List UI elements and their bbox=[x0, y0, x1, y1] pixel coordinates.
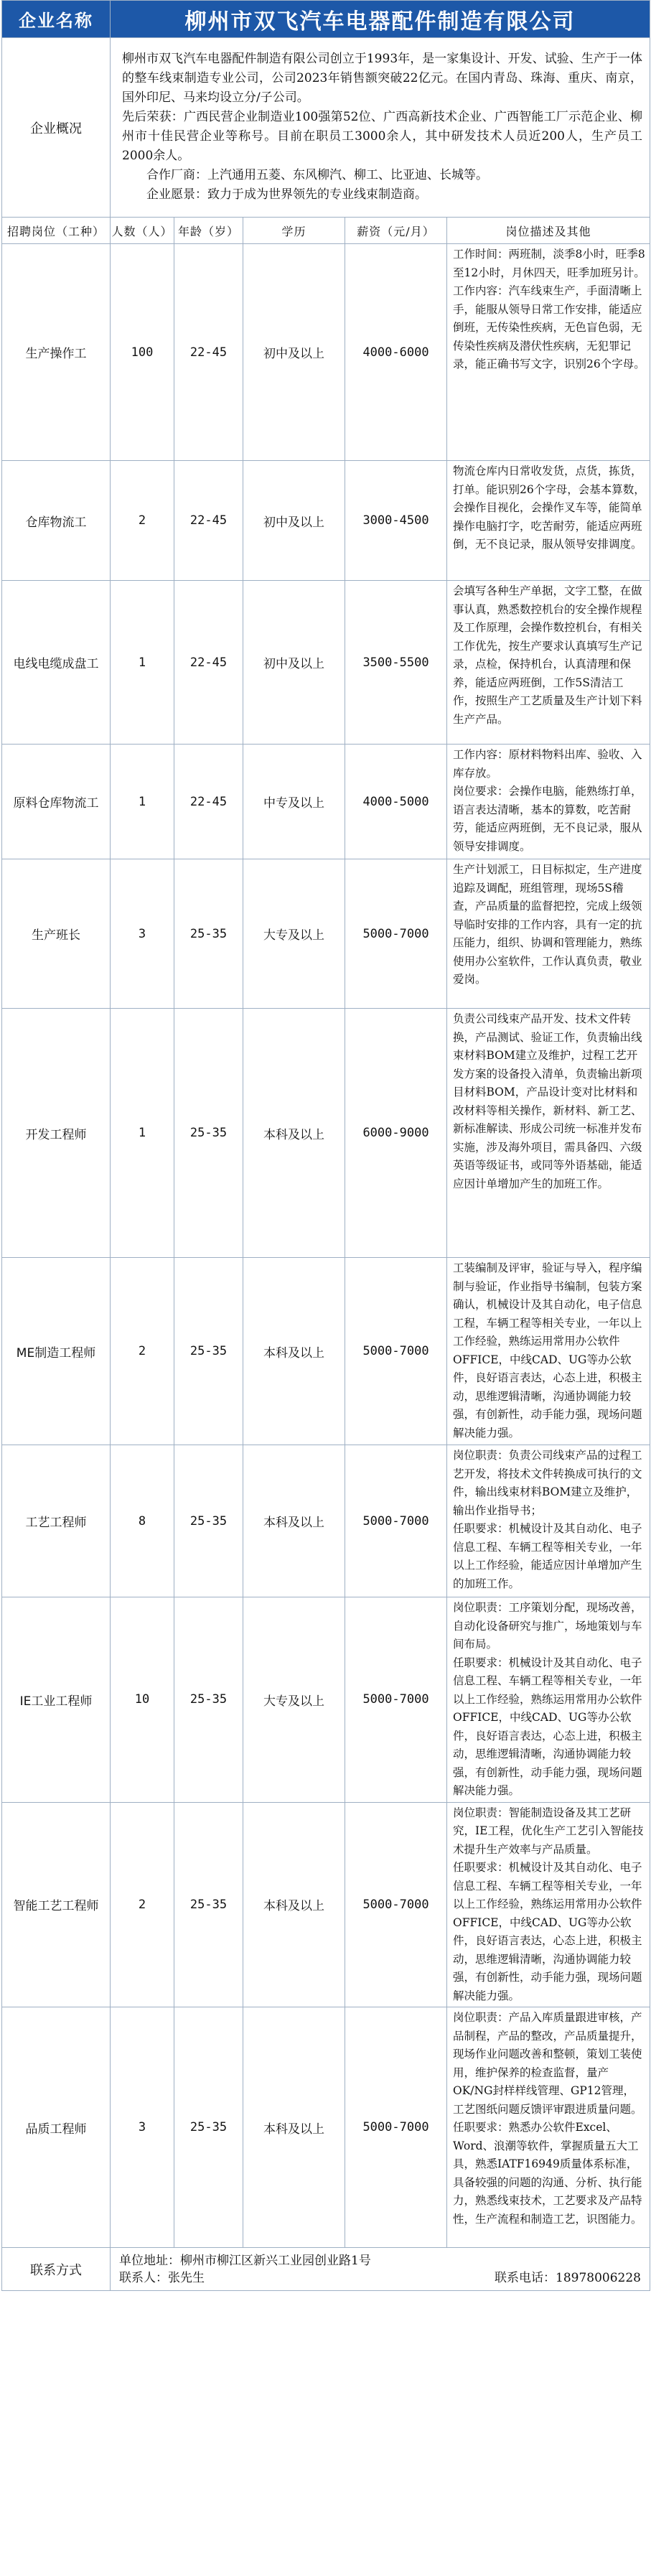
job-description bbox=[447, 1802, 650, 2007]
header-row bbox=[2, 1, 650, 38]
job-row bbox=[2, 1009, 650, 1258]
job-education: 初中及以上 bbox=[243, 244, 345, 461]
job-title: 智能工艺工程师 bbox=[2, 1802, 111, 2007]
column-header-age: 年龄（岁） bbox=[174, 218, 243, 244]
overview-paragraph: 先后荣获：广西民营企业制造业100强第52位、广西高新技术企业、广西智能工厂示范企业、柳州市十佳民营企业等称号。目前在职员工3000余人，其中研发技术人员近200人，生产员工2000余人。 bbox=[122, 109, 642, 163]
job-salary: 6000-9000 bbox=[345, 1009, 447, 1258]
job-age-range: 25-35 bbox=[174, 1258, 243, 1445]
job-row bbox=[2, 2007, 650, 2248]
job-age-range: 25-35 bbox=[174, 859, 243, 1009]
job-title: 品质工程师 bbox=[2, 2007, 111, 2248]
job-salary: 4000-6000 bbox=[345, 244, 447, 461]
overview-paragraph: 柳州市双飞汽车电器配件制造有限公司创立于1993年，是一家集设计、开发、试验、生产于一体的整车线束制造专业公司，公司2023年销售额突破22亿元。在国内青岛、珠海、重庆、南京，国外印尼、马来均设立分/子公司。 bbox=[122, 51, 642, 105]
job-description-paragraph: 岗位职责：负责公司线束产品的过程工艺开发，将技术文件转换成可执行的文件，输出线束材料BOM建立及维护，输出作业指导书； bbox=[453, 1449, 642, 1517]
overview-row bbox=[2, 38, 650, 218]
job-row bbox=[2, 1445, 650, 1597]
job-title: 电线电缆成盘工 bbox=[2, 581, 111, 745]
job-description-paragraph: 任职要求：机械设计及其自动化、电子信息工程、车辆工程等相关专业，一年以上工作经验，能适应因计单增加产生的加班工作。 bbox=[453, 1522, 642, 1590]
column-header-salary: 薪资（元/月） bbox=[345, 218, 447, 244]
job-description bbox=[447, 859, 650, 1009]
column-header-title: 招聘岗位（工种） bbox=[2, 218, 111, 244]
job-title: ME制造工程师 bbox=[2, 1258, 111, 1445]
job-description bbox=[447, 2007, 650, 2248]
job-salary: 3500-5500 bbox=[345, 581, 447, 745]
job-row bbox=[2, 461, 650, 581]
job-description-paragraph: 物流仓库内日常收发货，点货，拣货，打单。能识别26个字母，会基本算数，会操作目视化，会操作叉车等，能简单操作电脑打字，吃苦耐劳，能适应两班倒，无不良记录，服从领导安排调度。 bbox=[453, 465, 645, 551]
job-row bbox=[2, 1258, 650, 1445]
job-age-range: 22-45 bbox=[174, 581, 243, 745]
overview-paragraph: 企业愿景：致力于成为世界领先的专业线束制造商。 bbox=[146, 187, 427, 202]
job-salary: 5000-7000 bbox=[345, 1445, 447, 1597]
job-description bbox=[447, 745, 650, 859]
job-description bbox=[447, 1009, 650, 1258]
job-title: 生产操作工 bbox=[2, 244, 111, 461]
job-row bbox=[2, 745, 650, 859]
contact-line bbox=[119, 2269, 641, 2287]
job-age-range: 25-35 bbox=[174, 2007, 243, 2248]
job-education: 本科及以上 bbox=[243, 2007, 345, 2248]
job-education: 本科及以上 bbox=[243, 1445, 345, 1597]
job-education: 中专及以上 bbox=[243, 745, 345, 859]
column-header-description: 岗位描述及其他 bbox=[447, 218, 650, 244]
job-description bbox=[447, 244, 650, 461]
job-education: 初中及以上 bbox=[243, 581, 345, 745]
job-description bbox=[447, 461, 650, 581]
company-name: 柳州市双飞汽车电器配件制造有限公司 bbox=[111, 1, 650, 38]
job-salary: 5000-7000 bbox=[345, 1258, 447, 1445]
column-header-count: 人数（人） bbox=[111, 218, 174, 244]
job-headcount: 1 bbox=[111, 745, 174, 859]
job-education: 本科及以上 bbox=[243, 1009, 345, 1258]
job-title: 开发工程师 bbox=[2, 1009, 111, 1258]
job-age-range: 25-35 bbox=[174, 1009, 243, 1258]
job-title: 工艺工程师 bbox=[2, 1445, 111, 1597]
contact-person: 联系人：张先生 bbox=[119, 2270, 205, 2285]
overview-text bbox=[111, 38, 650, 218]
job-salary: 5000-7000 bbox=[345, 2007, 447, 2248]
job-description-paragraph: 工作时间：两班制，淡季8小时，旺季8至12小时，月休四天，旺季加班另计。 bbox=[453, 248, 645, 279]
job-description-paragraph: 岗位职责：工序策划分配，现场改善，自动化设备研究与推广，场地策划与车间布局。 bbox=[453, 1601, 642, 1651]
job-salary: 5000-7000 bbox=[345, 859, 447, 1009]
job-description bbox=[447, 1445, 650, 1597]
job-row bbox=[2, 1597, 650, 1803]
job-age-range: 22-45 bbox=[174, 745, 243, 859]
job-description bbox=[447, 1258, 650, 1445]
job-headcount: 2 bbox=[111, 461, 174, 581]
company-name-label: 企业名称 bbox=[2, 1, 111, 38]
job-headcount: 3 bbox=[111, 2007, 174, 2248]
job-row bbox=[2, 244, 650, 461]
job-salary: 5000-7000 bbox=[345, 1597, 447, 1803]
job-description-paragraph: 任职要求：机械设计及其自动化、电子信息工程、车辆工程等相关专业，一年以上工作经验，熟练运用常用办公软件 OFFICE，中线CAD、UG等办公软件，良好语言表达，心态上进，积极主动，思维逻辑清晰，沟通协调能力较强，有创新性，动手能力强，现场问题解决能力强。 bbox=[453, 1656, 642, 1797]
job-headcount: 100 bbox=[111, 244, 174, 461]
job-salary: 4000-5000 bbox=[345, 745, 447, 859]
column-header-row bbox=[2, 218, 650, 244]
job-description-paragraph: 任职要求：熟悉办公软件Excel、Word、浪潮等软件，掌握质量五大工具，熟悉IATF16949质量体系标准，具备较强的问题的沟通、分析、执行能力，熟悉线束技术，工艺要求及产品特性，生产流程和制造工艺，识图能力。 bbox=[453, 2121, 642, 2226]
job-description-paragraph: 工作内容：汽车线束生产，手面清晰上手，能服从领导日常工作安排，能适应倒班，无传染性疾病，无色盲色弱，无传染性疾病及潜伏性疾病，无犯罪记录，能正确书写文字，识别26个字母。 bbox=[453, 284, 645, 370]
contact-row bbox=[2, 2248, 650, 2291]
job-row bbox=[2, 1802, 650, 2007]
overview-paragraph: 合作厂商：上汽通用五菱、东风柳汽、柳工、比亚迪、长城等。 bbox=[146, 167, 488, 182]
contact-phone: 联系电话：18978006228 bbox=[495, 2270, 641, 2285]
overview-label: 企业概况 bbox=[2, 38, 111, 218]
job-salary: 3000-4500 bbox=[345, 461, 447, 581]
job-age-range: 22-45 bbox=[174, 244, 243, 461]
job-education: 初中及以上 bbox=[243, 461, 345, 581]
contact-label: 联系方式 bbox=[2, 2248, 111, 2291]
job-title: 仓库物流工 bbox=[2, 461, 111, 581]
job-education: 本科及以上 bbox=[243, 1258, 345, 1445]
job-headcount: 10 bbox=[111, 1597, 174, 1803]
job-description-paragraph: 任职要求：机械设计及其自动化、电子信息工程、车辆工程等相关专业，一年以上工作经验，熟练运用常用办公软件OFFICE，中线CAD、UG等办公软件，良好语言表达，心态上进，积极主动，思维逻辑清晰，沟通协调能力较强，有创新性，动手能力强，现场问题解决能力强。 bbox=[453, 1861, 642, 2002]
job-age-range: 22-45 bbox=[174, 461, 243, 581]
job-description-paragraph: 工装编制及评审，验证与导入，程序编制与验证，作业指导书编制，包装方案确认，机械设计及其自动化，电子信息工程，车辆工程等相关专业，一年以上工作经验，熟练运用常用办公软件OFFICE，中线CAD、UG等办公软件，良好语言表达，心态上进，积极主动，思维逻辑清晰，沟通协调能力较强，有创新性，动手能力强，现场问题解决能力强。 bbox=[453, 1261, 642, 1439]
job-title: IE工业工程师 bbox=[2, 1597, 111, 1803]
job-row bbox=[2, 859, 650, 1009]
job-description-paragraph: 负责公司线束产品开发、技术文件转换，产品测试、验证工作，负责输出线束材料BOM建立及维护，过程工艺开发方案的设备投入清单，负责输出新项目材料BOM，产品设计变对比材料和改材料等相关操作，新材料、新工艺、新标准解读、形成公司统一标准并发布实施，涉及海外项目，需具备四、六级英语等级证书，或同等外语基础，能适应因计单增加产生的加班工作。 bbox=[453, 1012, 642, 1190]
job-description-paragraph: 岗位职责：产品入库质量跟进审核，产品制程，产品的整改，产品质量提升，现场作业问题改善和整顿，策划工装使用，维护保养的检查监督，量产OK/NG封样样线管理、GP12管理，工艺图纸问题反馈评审跟进质量问题。 bbox=[453, 2011, 642, 2116]
job-headcount: 8 bbox=[111, 1445, 174, 1597]
job-description-paragraph: 生产计划派工，日目标拟定，生产进度追踪及调配，班组管理，现场5S稽查，产品质量的监督把控，完成上级领导临时安排的工作内容，具有一定的抗压能力，组织、协调和管理能力，熟练使用办公室软件，工作认真负责，敬业爱岗。 bbox=[453, 863, 642, 986]
job-headcount: 1 bbox=[111, 581, 174, 745]
job-headcount: 3 bbox=[111, 859, 174, 1009]
job-education: 本科及以上 bbox=[243, 1802, 345, 2007]
job-description-paragraph: 工作内容：原材料物料出库、验收、入库存放。 bbox=[453, 748, 642, 780]
job-description-paragraph: 岗位职责：智能制造设备及其工艺研究，IE工程，优化生产工艺引入智能技术提升生产效率与产品质量。 bbox=[453, 1806, 644, 1856]
job-education: 大专及以上 bbox=[243, 1597, 345, 1803]
recruitment-table bbox=[1, 0, 650, 2291]
column-header-education: 学历 bbox=[243, 218, 345, 244]
contact-address: 单位地址：柳州市柳江区新兴工业园创业路1号 bbox=[119, 2253, 371, 2268]
job-headcount: 1 bbox=[111, 1009, 174, 1258]
job-title: 原料仓库物流工 bbox=[2, 745, 111, 859]
contact-info bbox=[111, 2248, 650, 2291]
job-age-range: 25-35 bbox=[174, 1597, 243, 1803]
job-age-range: 25-35 bbox=[174, 1445, 243, 1597]
job-education: 大专及以上 bbox=[243, 859, 345, 1009]
job-description bbox=[447, 581, 650, 745]
job-headcount: 2 bbox=[111, 1802, 174, 2007]
job-description-paragraph: 岗位要求：会操作电脑，能熟练打单，语言表达清晰，基本的算数，吃苦耐劳，能适应两班倒，无不良记录，服从领导安排调度。 bbox=[453, 785, 642, 853]
job-description-paragraph: 会填写各种生产单据，文字工整，在做事认真，熟悉数控机台的安全操作规程及工作原理，会操作数控机台，有相关工作优先，按生产要求认真填写生产记录，点检，保持机台，认真清理和保养，能适应两班倒，工作5S清洁工作，按照生产工艺质量及生产计划下料生产产品。 bbox=[453, 584, 642, 726]
job-title: 生产班长 bbox=[2, 859, 111, 1009]
job-description bbox=[447, 1597, 650, 1803]
job-age-range: 25-35 bbox=[174, 1802, 243, 2007]
job-row bbox=[2, 581, 650, 745]
job-headcount: 2 bbox=[111, 1258, 174, 1445]
job-salary: 5000-7000 bbox=[345, 1802, 447, 2007]
